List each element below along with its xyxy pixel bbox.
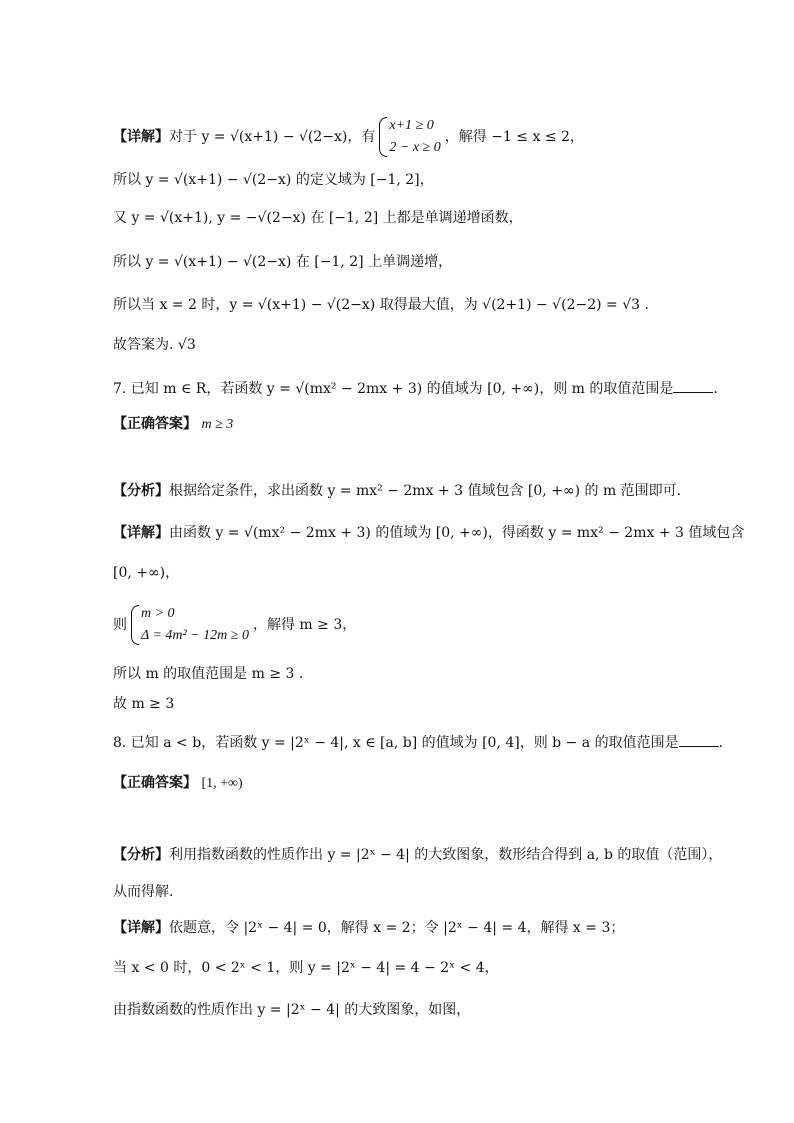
label-correct: 【正确答案】 xyxy=(113,775,197,791)
label-detail: 【详解】 xyxy=(113,129,169,145)
inequality-system xyxy=(131,603,249,647)
text: 从而得解. xyxy=(113,884,174,900)
text: 根据给定条件，求出函数 y = mx² − 2mx + 3 值域包含 [0, +∞) 的 m 范围即可. xyxy=(169,483,682,499)
question-8: 8. 已知 a < b，若函数 y = |2ˣ − 4|, x ∈ [a, b] 的值域为 [0, 4]，则 b − a 的取值范围是 . xyxy=(113,732,723,753)
detail-7-line-3 xyxy=(113,603,356,647)
label-detail: 【详解】 xyxy=(113,525,169,541)
analysis-8-line-2 xyxy=(113,882,173,902)
solution-line-2 xyxy=(113,170,434,190)
label-analysis: 【分析】 xyxy=(113,847,169,863)
answer-line xyxy=(113,335,196,355)
analysis-7 xyxy=(113,481,681,501)
solution-line-1 xyxy=(113,115,584,159)
detail-7-line-2 xyxy=(113,563,179,583)
label-analysis: 【分析】 xyxy=(113,483,169,499)
detail-8-line-2 xyxy=(113,958,499,978)
correct-answer-8 xyxy=(113,773,243,794)
text: [1, +∞) xyxy=(201,776,243,791)
text-after: ，解得 m ≥ 3， xyxy=(252,617,357,633)
text: 由函数 y = √(mx² − 2mx + 3) 的值域为 [0, +∞)，得函数 y = mx² − 2mx + 3 值域包含 xyxy=(169,525,745,541)
text: 故 m ≥ 3 xyxy=(113,696,175,712)
solution-line-4 xyxy=(113,252,452,272)
correct-answer-7 xyxy=(113,414,233,435)
answer-blank xyxy=(673,378,713,393)
text: 利用指数函数的性质作出 y = |2ˣ − 4| 的大致图象，数形结合得到 a, b 的取值（范围）， xyxy=(169,847,723,863)
text: [0, +∞)， xyxy=(113,565,180,581)
text: 8. 已知 a < b，若函数 y = |2ˣ − 4|, x ∈ [a, b] 的值域为 [0, 4]，则 b − a 的取值范围是 xyxy=(113,735,679,751)
text: 所以当 x = 2 时，y = √(x+1) − √(2−x) 取得最大值，为 √(2+1) − √(2−2) = √3 . xyxy=(113,297,649,313)
text: 故答案为. √3 xyxy=(113,337,196,353)
sys-row: x+1 ≥ 0 xyxy=(389,118,434,133)
analysis-8-line-1 xyxy=(113,845,722,865)
text: 则 xyxy=(113,617,127,633)
text: 依题意，令 |2ˣ − 4| = 0，解得 x = 2；令 |2ˣ − 4| = 4，解得 x = 3； xyxy=(169,920,625,936)
detail-7-line-4 xyxy=(113,664,303,684)
text: 当 x < 0 时，0 < 2ˣ < 1，则 y = |2ˣ − 4| = 4 − 2ˣ < 4， xyxy=(113,960,499,976)
label-detail: 【详解】 xyxy=(113,920,169,936)
detail-8-line-3 xyxy=(113,1000,470,1020)
detail-7-line-1 xyxy=(113,523,744,543)
sys-row: Δ = 4m² − 12m ≥ 0 xyxy=(141,628,249,643)
question-7: 7. 已知 m ∈ R，若函数 y = √(mx² − 2mx + 3) 的值域为 [0, +∞)，则 m 的取值范围是 . xyxy=(113,378,718,399)
text: 7. 已知 m ∈ R，若函数 y = √(mx² − 2mx + 3) 的值域为 [0, +∞)，则 m 的取值范围是 xyxy=(113,381,674,397)
text-after: ，解得 −1 ≤ x ≤ 2， xyxy=(444,129,584,145)
text: m ≥ 3 xyxy=(201,417,234,432)
answer-blank xyxy=(679,732,719,747)
inequality-system xyxy=(379,115,440,159)
text: 所以 y = √(x+1) − √(2−x) 的定义域为 [−1, 2]， xyxy=(113,172,434,188)
text: 所以 y = √(x+1) − √(2−x) 在 [−1, 2] 上单调递增， xyxy=(113,254,453,270)
sys-row: m > 0 xyxy=(141,606,175,621)
text: 由指数函数的性质作出 y = |2ˣ − 4| 的大致图象，如图， xyxy=(113,1002,471,1018)
label-correct: 【正确答案】 xyxy=(113,416,197,432)
text: 对于 y = √(x+1) − √(2−x)，有 xyxy=(169,129,376,145)
text: 又 y = √(x+1), y = −√(2−x) 在 [−1, 2] 上都是单调递增函数， xyxy=(113,210,523,226)
detail-7-line-5 xyxy=(113,694,174,714)
detail-8-line-1 xyxy=(113,918,624,938)
text: 所以 m 的取值范围是 m ≥ 3 . xyxy=(113,666,304,682)
solution-line-5 xyxy=(113,295,649,315)
solution-line-3 xyxy=(113,208,523,228)
sys-row: 2 − x ≥ 0 xyxy=(389,140,441,155)
